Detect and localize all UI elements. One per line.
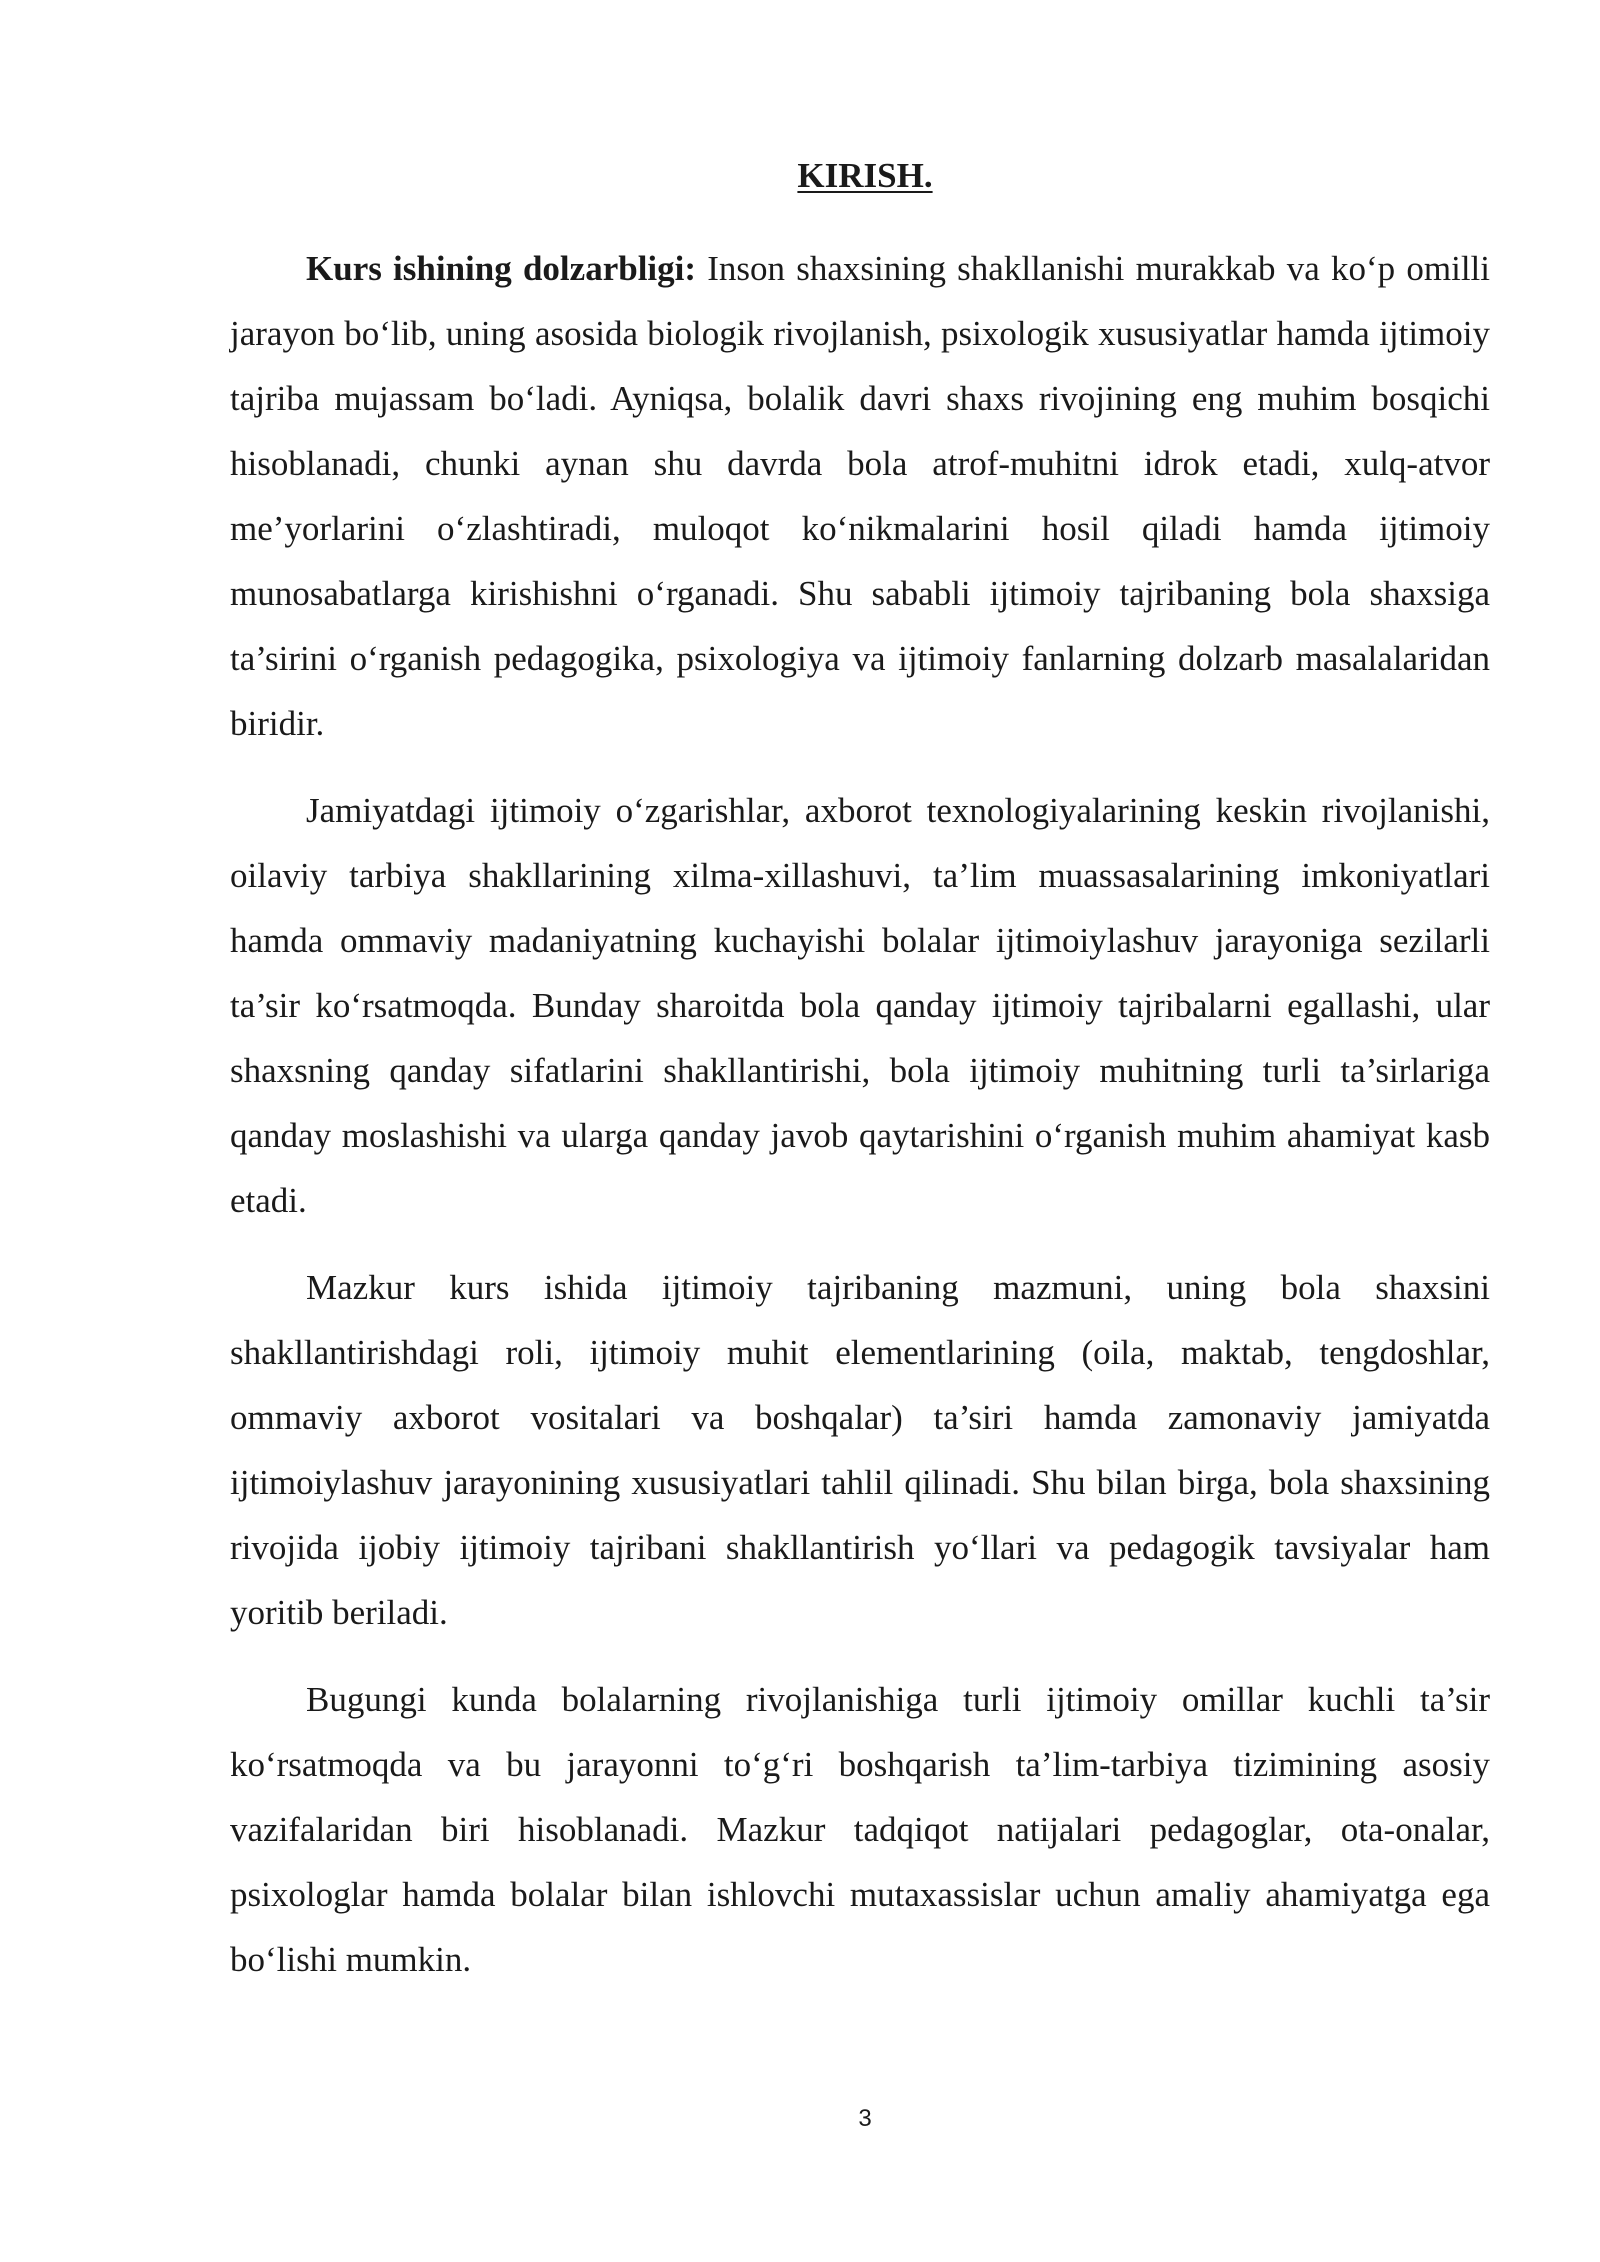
page-title: KIRISH.: [797, 156, 933, 195]
body-text: [230, 236, 1490, 2014]
paragraph-lead: Kurs ishining dolzarbligi:: [306, 249, 697, 288]
page-number: 3: [858, 2105, 872, 2132]
paragraph-practical-significance: Bugungi kunda bolalarning rivojlanishiga turli ijtimoiy omillar kuchli ta’sir ko‘rsatmoqda va bu jarayonni to‘g‘ri boshqarish ta’lim-tarbiya tizimining asosiy vazifalaridan biri hisoblanadi. Mazkur tadqiqot natijalari pedagoglar, ota-onalar, psixologlar hamda bolalar bilan ishlovchi mutaxassislar uchun amaliy ahamiyatga ega bo‘lishi mumkin.: [230, 1680, 1490, 1979]
paragraph-text: Inson shaxsining shakllanishi murakkab va ko‘p omilli jarayon bo‘lib, uning asosida biologik rivojlanish, psixologik xususiyatlar hamda ijtimoiy tajriba mujassam bo‘ladi. Ayniqsa, bolalik davri shaxs rivojining eng muhim bosqichi hisoblanadi, chunki aynan shu davrda bola atrof-muhitni idrok etadi, xulq-atvor me’yorlarini o‘zlashtiradi, muloqot ko‘nikmalarini hosil qiladi hamda ijtimoiy munosabatlarga kirishishni o‘rganadi. Shu sababli ijtimoiy tajribaning bola shaxsiga ta’sirini o‘rganish pedagogika, psixologiya va ijtimoiy fanlarning dolzarb masalalaridan biridir.: [230, 249, 1491, 743]
paragraph-social-changes: Jamiyatdagi ijtimoiy o‘zgarishlar, axborot texnologiyalarining keskin rivojlanishi, oilaviy tarbiya shakllarining xilma-xillashuvi, ta’lim muassasalarining imkoniyatlari hamda ommaviy madaniyatning kuchayishi bolalar ijtimoiylashuv jarayoniga sezilarli ta’sir ko‘rsatmoqda. Bunday sharoitda bola qanday ijtimoiy tajribalarni egallashi, ular shaxsning qanday sifatlarini shakllantirishi, bola ijtimoiy muhitning turli ta’sirlariga qanday moslashishi va ularga qanday javob qaytarishini o‘rganish muhim ahamiyat kasb etadi.: [230, 791, 1490, 1220]
paragraph-relevance: [230, 236, 1490, 756]
paragraph-course-content: Mazkur kurs ishida ijtimoiy tajribaning mazmuni, uning bola shaxsini shakllantirishdagi roli, ijtimoiy muhit elementlarining (oila, maktab, tengdoshlar, ommaviy axborot vositalari va boshqalar) ta’siri hamda zamonaviy jamiyatda ijtimoiylashuv jarayonining xususiyatlari tahlil qilinadi. Shu bilan birga, bola shaxsining rivojida ijobiy ijtimoiy tajribani shakllantirish yo‘llari va pedagogik tavsiyalar ham yoritib beriladi.: [230, 1268, 1490, 1632]
